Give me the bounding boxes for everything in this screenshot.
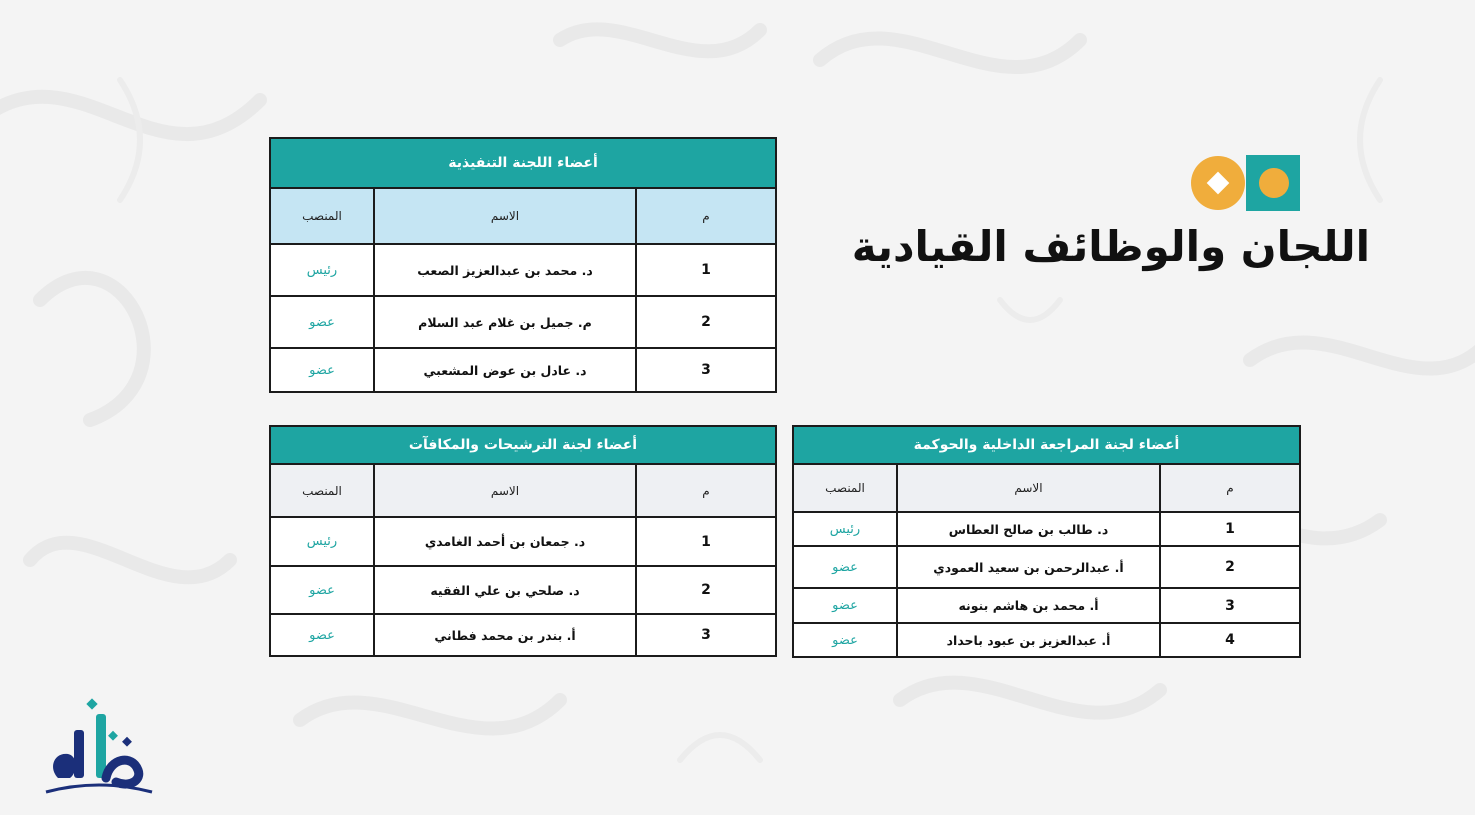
table-title: أعضاء لجنة المراجعة الداخلية والحوكمة xyxy=(793,426,1300,464)
column-header-number: م xyxy=(636,464,776,517)
column-header-role: المنصب xyxy=(270,464,374,517)
row-number: 3 xyxy=(636,348,776,392)
column-header-number: م xyxy=(1160,464,1300,512)
member-role: عضو xyxy=(793,623,897,657)
table-row xyxy=(793,512,1300,546)
table-row xyxy=(270,244,776,296)
title-decoration-icon xyxy=(1190,155,1302,211)
column-header-role: المنصب xyxy=(270,188,374,244)
column-header-role: المنصب xyxy=(793,464,897,512)
table-title: أعضاء لجنة الترشيحات والمكافآت xyxy=(270,426,776,464)
row-number: 2 xyxy=(636,296,776,348)
table-row xyxy=(270,296,776,348)
nominations-committee-table xyxy=(269,425,777,657)
table-row xyxy=(270,614,776,656)
page-title: اللجان والوظائف القيادية xyxy=(851,222,1370,271)
table-row xyxy=(793,546,1300,588)
member-role: عضو xyxy=(270,296,374,348)
row-number: 4 xyxy=(1160,623,1300,657)
column-header-name: الاسم xyxy=(374,188,636,244)
executive-committee-table xyxy=(269,137,777,393)
member-name: د. محمد بن عبدالعزيز الصعب xyxy=(374,244,636,296)
member-role: رئيس xyxy=(270,517,374,566)
table-row xyxy=(270,566,776,614)
row-number: 3 xyxy=(1160,588,1300,623)
member-name: د. صلحي بن علي الفقيه xyxy=(374,566,636,614)
table-row xyxy=(793,623,1300,657)
member-role: رئيس xyxy=(793,512,897,546)
member-name: أ. عبدالعزيز بن عبود باحداد xyxy=(897,623,1160,657)
member-role: عضو xyxy=(270,614,374,656)
column-header-name: الاسم xyxy=(897,464,1160,512)
member-role: عضو xyxy=(793,546,897,588)
member-name: د. طالب بن صالح العطاس xyxy=(897,512,1160,546)
row-number: 2 xyxy=(1160,546,1300,588)
audit-committee-table xyxy=(792,425,1301,658)
table-row xyxy=(270,348,776,392)
row-number: 1 xyxy=(636,244,776,296)
row-number: 3 xyxy=(636,614,776,656)
column-header-number: م xyxy=(636,188,776,244)
table-title: أعضاء اللجنة التنفيذية xyxy=(270,138,776,188)
member-name: أ. محمد بن هاشم بنونه xyxy=(897,588,1160,623)
afaq-logo xyxy=(44,692,154,800)
member-role: عضو xyxy=(270,566,374,614)
member-role: رئيس xyxy=(270,244,374,296)
row-number: 2 xyxy=(636,566,776,614)
row-number: 1 xyxy=(636,517,776,566)
member-role: عضو xyxy=(793,588,897,623)
member-name: د. عادل بن عوض المشعبي xyxy=(374,348,636,392)
row-number: 1 xyxy=(1160,512,1300,546)
member-name: د. جمعان بن أحمد الغامدي xyxy=(374,517,636,566)
member-name: م. جميل بن غلام عبد السلام xyxy=(374,296,636,348)
member-role: عضو xyxy=(270,348,374,392)
table-row xyxy=(270,517,776,566)
table-row xyxy=(793,588,1300,623)
member-name: أ. بندر بن محمد فطاني xyxy=(374,614,636,656)
member-name: أ. عبدالرحمن بن سعيد العمودي xyxy=(897,546,1160,588)
column-header-name: الاسم xyxy=(374,464,636,517)
